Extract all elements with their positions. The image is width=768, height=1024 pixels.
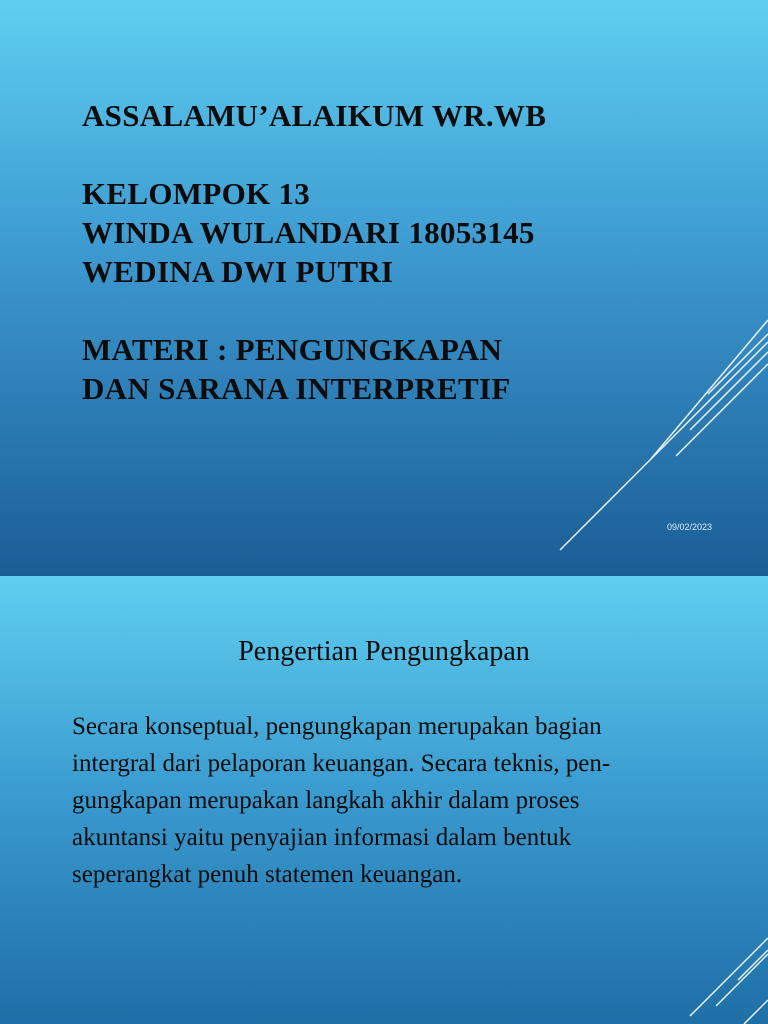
topic-line-2: DAN SARANA INTERPRETIF (82, 371, 511, 406)
slide-date: 09/02/2023 (667, 522, 713, 532)
spacer (82, 291, 642, 330)
body-line: intergral dari pelaporan keuangan. Secara teknis, pen- (72, 750, 611, 777)
title-text-block (82, 96, 642, 408)
body-line: gungkapan merupakan langkah akhir dalam proses (72, 787, 580, 814)
slide-body-text (72, 708, 712, 893)
group-name: KELOMPOK 13 (82, 176, 311, 211)
body-line: akuntansi yaitu penyajian informasi dalam bentuk (72, 824, 572, 851)
spacer (82, 135, 642, 174)
member-name-1: WINDA WULANDARI 18053145 (82, 215, 535, 250)
member-name-2: WEDINA DWI PUTRI (82, 254, 394, 289)
greeting-title: ASSALAMU’ALAIKUM WR.WB (82, 98, 547, 133)
content-slide (0, 576, 768, 1024)
body-line: Secara konseptual, pengungkapan merupakan bagian (72, 713, 602, 740)
slide-heading: Pengertian Pengungkapan (238, 636, 530, 667)
body-line: seperangkat penuh statemen keuangan. (72, 861, 463, 888)
topic-line-1: MATERI : PENGUNGKAPAN (82, 332, 503, 367)
